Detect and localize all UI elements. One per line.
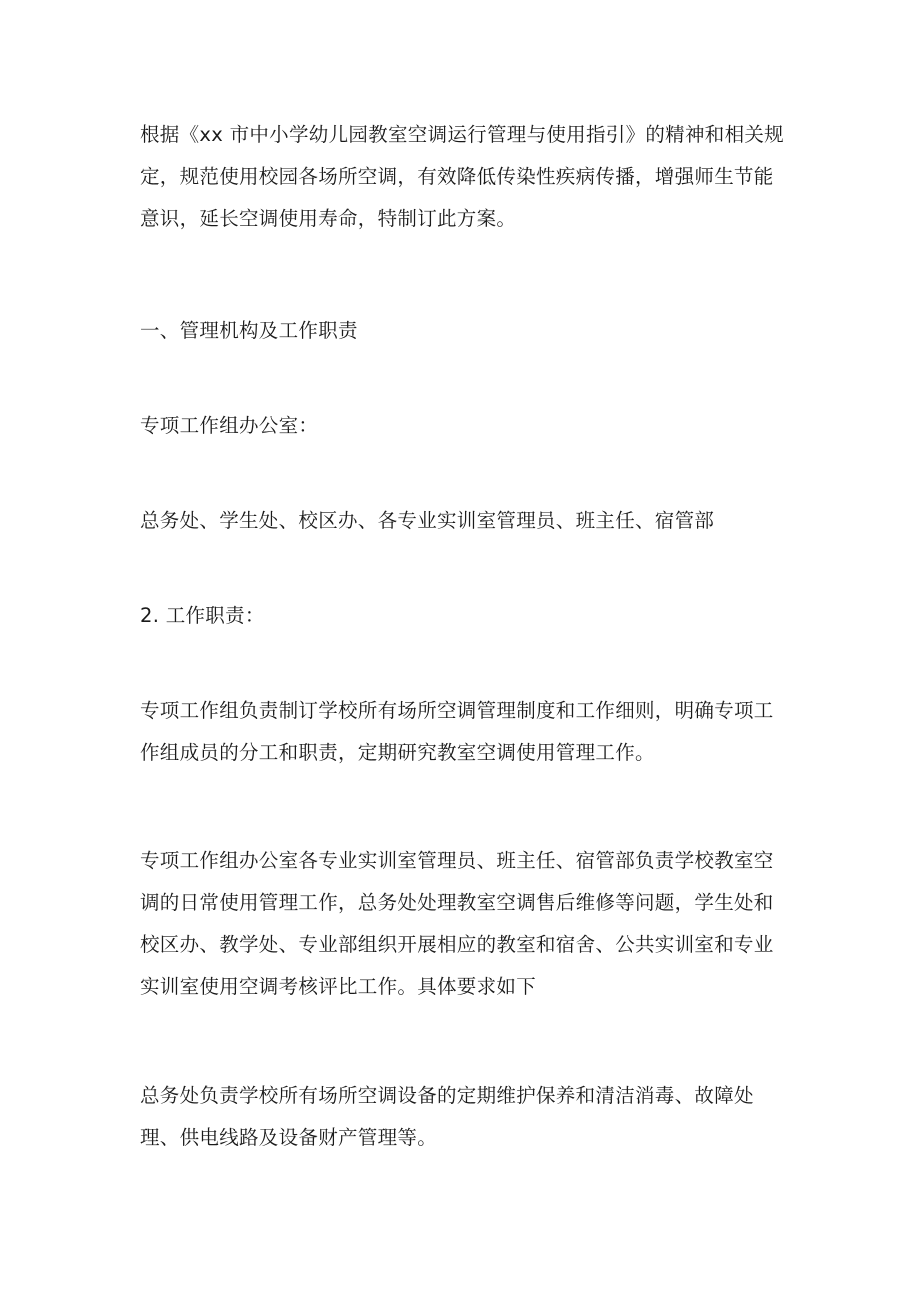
duties-paragraph-2: 专项工作组办公室各专业实训室管理员、班主任、宿管部负责学校教室空调的日常使用管理工作，总务处处理教室空调售后维修等问题，学生处和校区办、教学处、专业部组织开展相应的教室和宿舍、公共实训室和专业实训室使用空调考核评比工作。具体要求如下 <box>140 849 774 998</box>
duties-heading: 2. 工作职责： <box>140 604 265 627</box>
intro-paragraph: 根据《xx 市中小学幼儿园教室空调运行管理与使用指引》的精神和相关规定，规范使用校园各场所空调，有效降低传染性疾病传播，增强师生节能意识，延长空调使用寿命，特制订此方案。 <box>140 123 784 230</box>
duties-paragraph-3: 总务处负责学校所有场所空调设备的定期维护保养和清洁消毒、故障处理、供电线路及设备财产管理等。 <box>140 1084 754 1149</box>
office-label: 专项工作组办公室： <box>140 414 319 437</box>
office-members: 总务处、学生处、校区办、各专业实训室管理员、班主任、宿管部 <box>140 509 715 532</box>
duties-paragraph-1: 专项工作组负责制订学校所有场所空调管理制度和工作细则，明确专项工作组成员的分工和职责，定期研究教室空调使用管理工作。 <box>140 699 774 764</box>
section-heading: 一、管理机构及工作职责 <box>140 319 358 342</box>
